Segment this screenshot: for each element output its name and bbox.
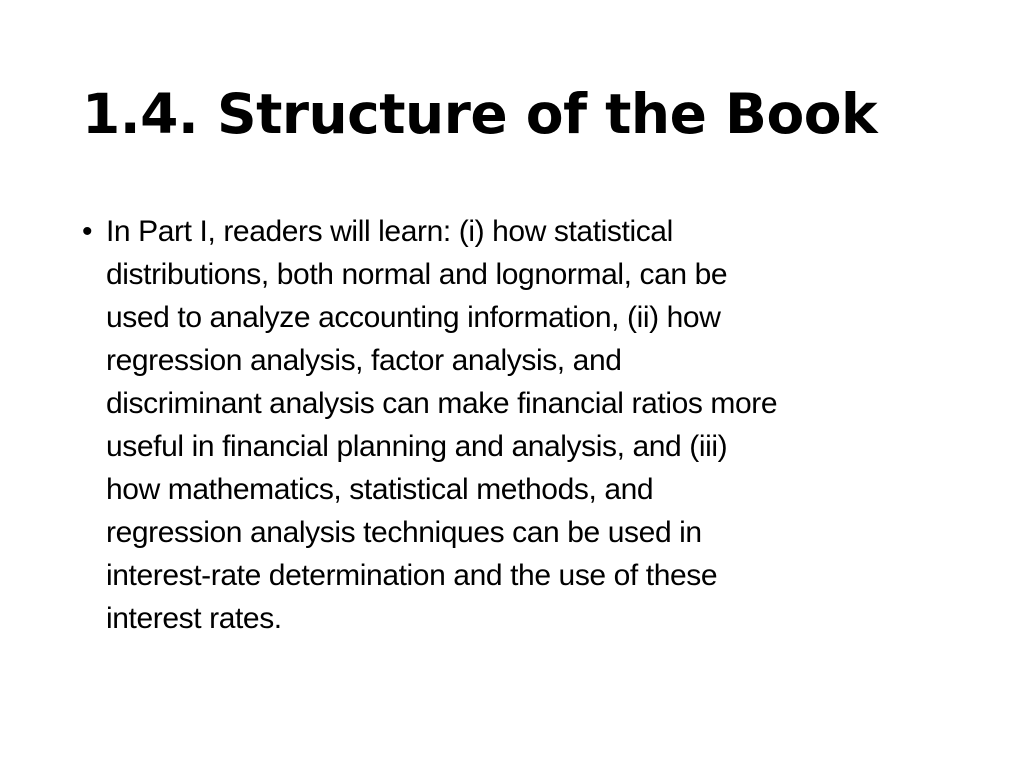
bullet-text-line: interest rates. xyxy=(106,602,282,635)
bullet-text-line: regression analysis, factor analysis, and xyxy=(106,344,622,377)
bullet-text-line: discriminant analysis can make financial ratios more xyxy=(106,387,778,420)
bullet-text-line: distributions, both normal and lognormal, can be xyxy=(106,258,728,291)
bullet-text-line: used to analyze accounting information, (ii) how xyxy=(106,301,721,334)
bullet-list xyxy=(82,210,962,640)
bullet-marker: • xyxy=(82,215,93,248)
slide-title: 1.4. Structure of the Book xyxy=(82,82,878,146)
bullet-text-line: regression analysis techniques can be used in xyxy=(106,516,702,549)
bullet-text-line: interest-rate determination and the use of these xyxy=(106,559,718,592)
bullet-text-line: In Part I, readers will learn: (i) how statistical xyxy=(106,215,673,248)
bullet-text-line: how mathematics, statistical methods, and xyxy=(106,473,654,506)
bullet-item xyxy=(82,210,962,640)
bullet-text xyxy=(106,210,962,640)
bullet-text-line: useful in financial planning and analysis, and (iii) xyxy=(106,430,728,463)
